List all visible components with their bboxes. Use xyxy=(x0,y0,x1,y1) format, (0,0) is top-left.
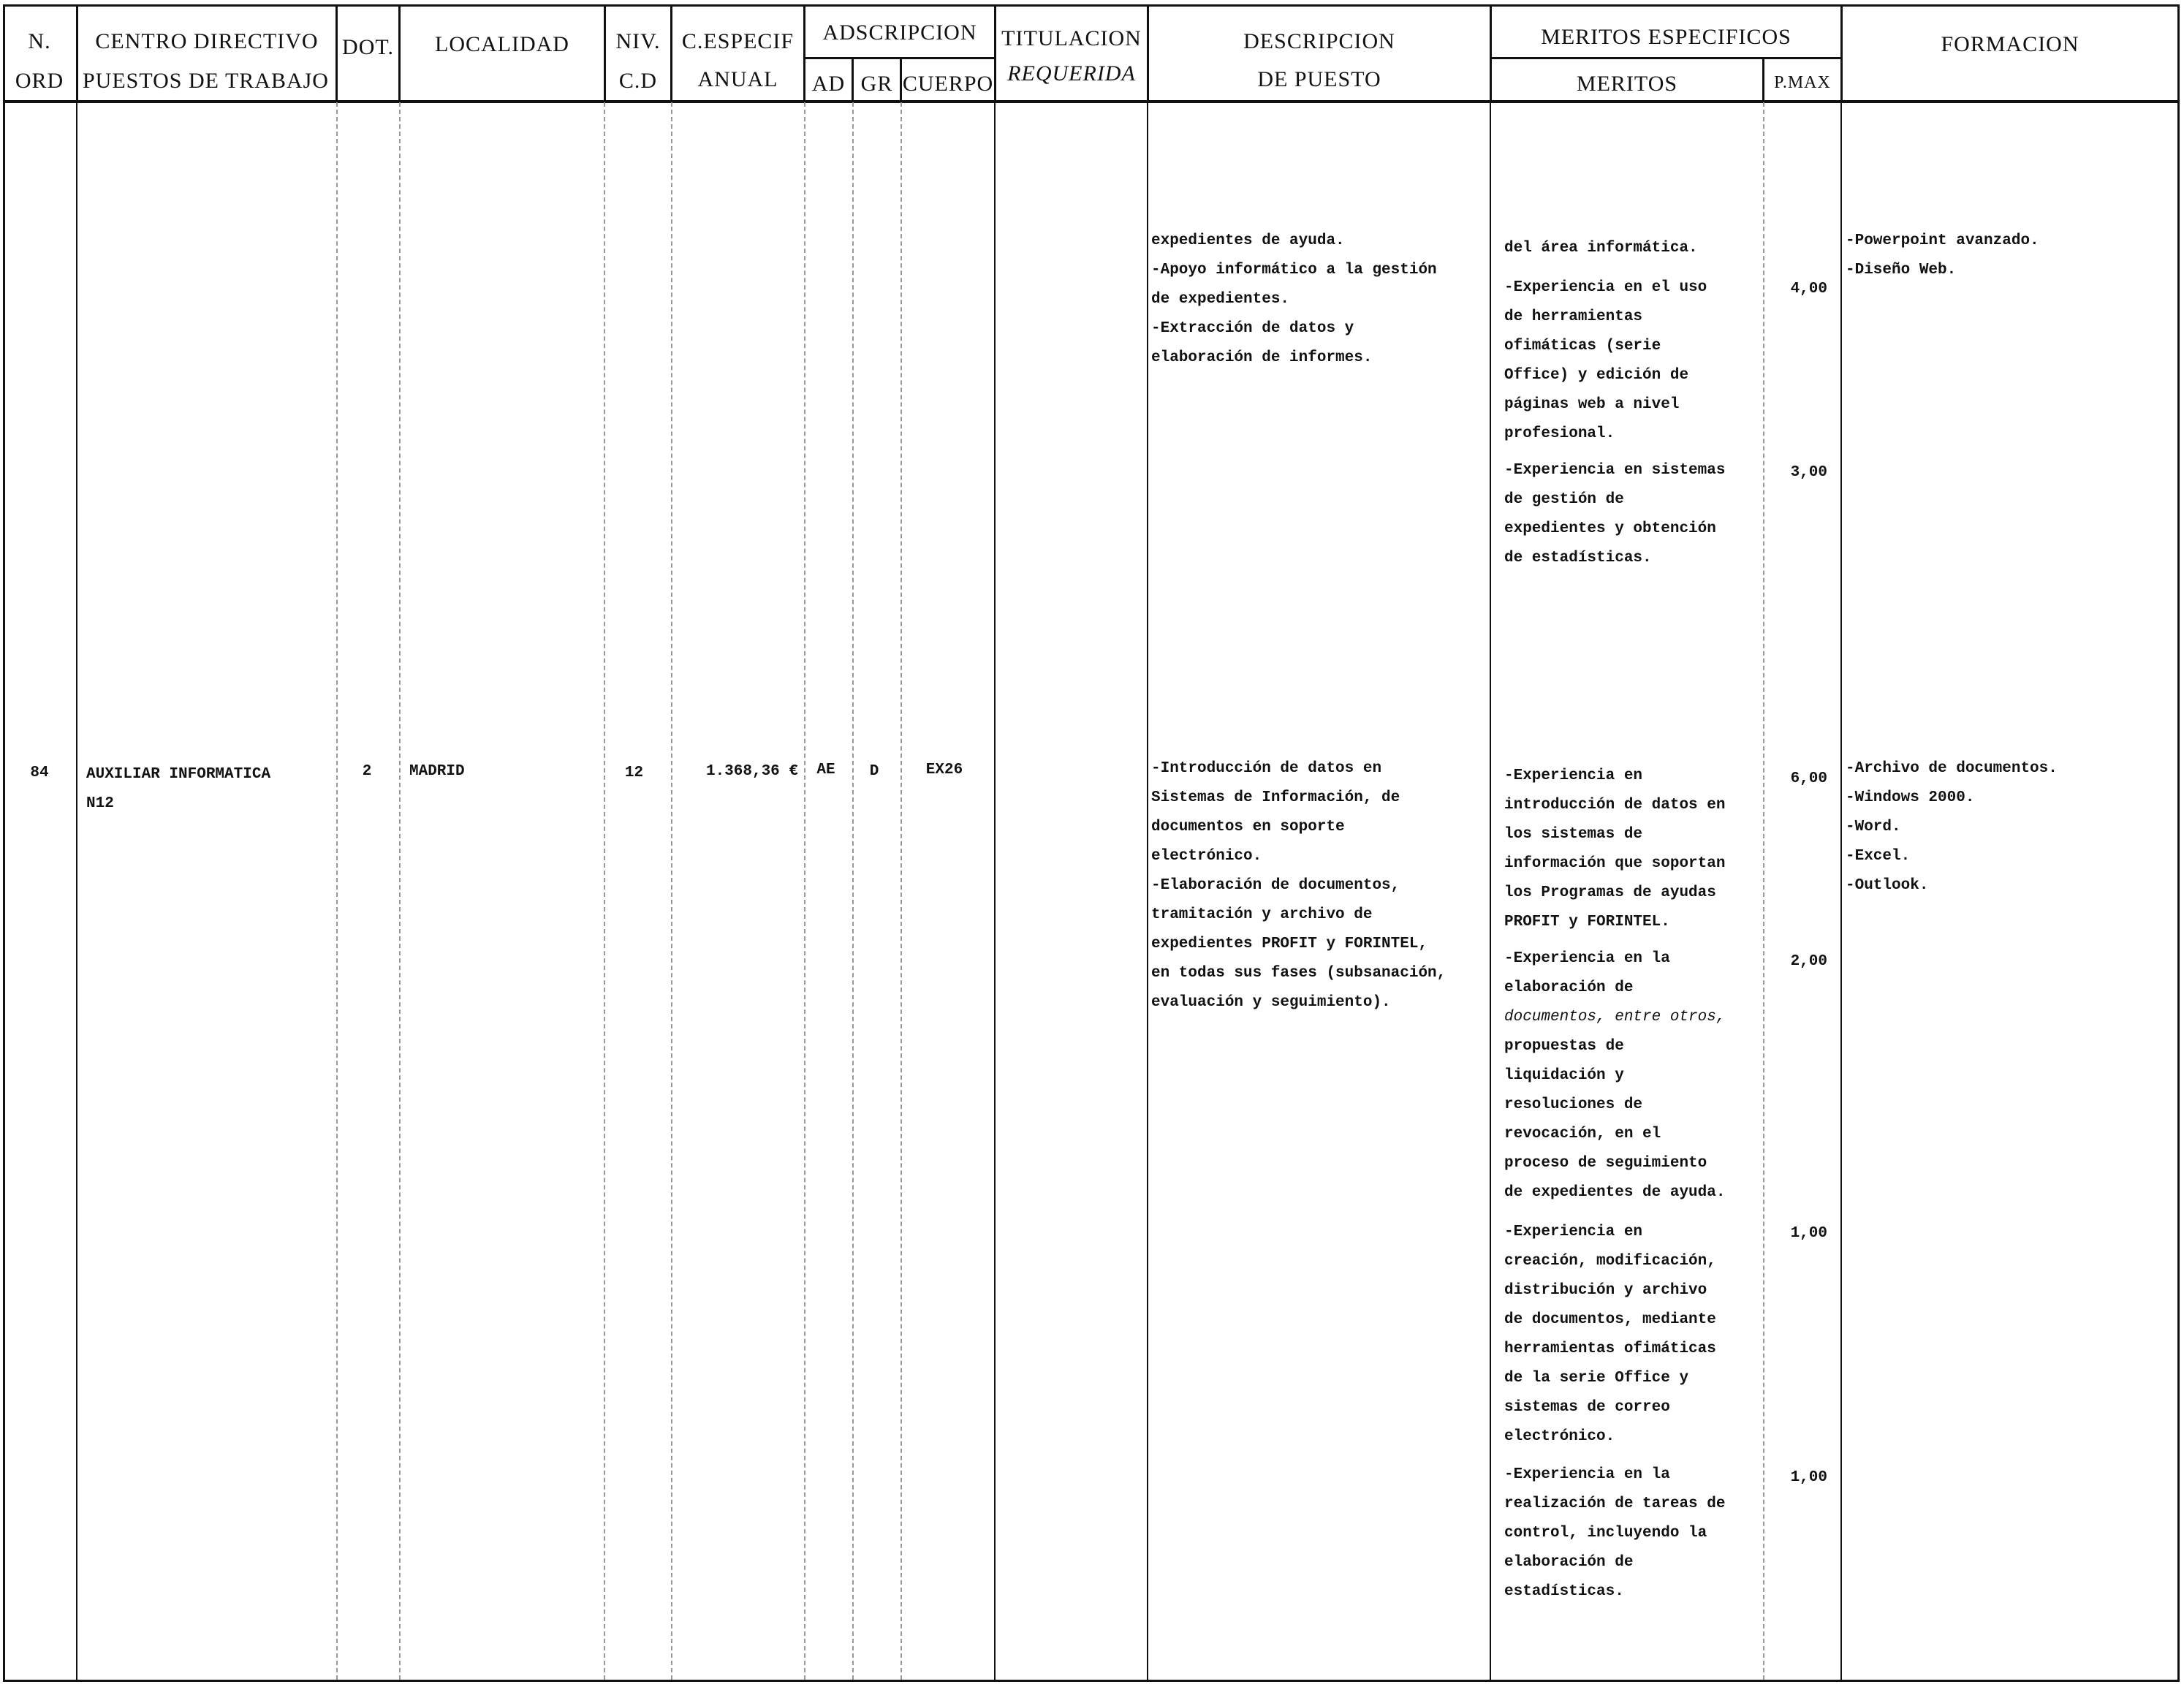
row-gr: D xyxy=(869,763,879,780)
body-sep-dot xyxy=(336,102,338,1680)
body-sep-cuerpo xyxy=(900,102,902,1680)
header-localidad: LOCALIDAD xyxy=(435,32,569,56)
header-adscripcion: ADSCRIPCION xyxy=(822,20,977,45)
row-formacion: -Archivo de documentos. -Windows 2000. -Word. -Excel. -Outlook. xyxy=(1846,760,2058,894)
body-sep-localidad xyxy=(399,102,401,1680)
body-sep-titulacion xyxy=(994,102,996,1681)
row-cuerpo: EX26 xyxy=(925,762,963,778)
row-merito-4: -Experiencia en la realización de tareas de control, incluyendo la elaboración de estadísticas. xyxy=(1504,1466,1726,1600)
continuation-formacion: -Powerpoint avanzado. -Diseño Web. xyxy=(1846,232,2039,278)
row-localidad: MADRID xyxy=(409,763,465,780)
continuation-pmax-3: 3,00 xyxy=(1790,464,1827,481)
row-merito-2-italic: documentos, entre otros, xyxy=(1504,1009,1726,1026)
continuation-pmax-2: 4,00 xyxy=(1790,281,1827,297)
continuation-merito-2: -Experiencia en el uso de herramientas ofimáticas (serie Office) y edición de páginas web a nivel profesional. xyxy=(1504,279,1707,442)
row-merito-2a: -Experiencia en la elaboración de xyxy=(1504,950,1670,996)
row-nord: 84 xyxy=(30,765,49,781)
header-descripcion-bottom: DE PUESTO xyxy=(1257,67,1381,91)
header-bottom-border xyxy=(3,100,2180,103)
row-ad: AE xyxy=(816,762,835,778)
body-sep-formacion xyxy=(1840,102,1842,1681)
row-merito-2b: propuestas de liquidación y resoluciones de revocación, en el proceso de seguimiento de expedientes de ayuda. xyxy=(1504,1038,1726,1201)
row-pmax-4: 1,00 xyxy=(1790,1469,1827,1486)
body-sep-niv xyxy=(604,102,605,1680)
col-sep xyxy=(994,4,996,102)
body-sep-cespecif xyxy=(671,102,672,1680)
continuation-descripcion: expedientes de ayuda. -Apoyo informático a la gestión de expedientes. -Extracción de datos y elaboración de informes. xyxy=(1151,232,1437,366)
header-meritos-especificos: MERITOS ESPECIFICOS xyxy=(1541,25,1791,49)
row-dot: 2 xyxy=(362,763,372,780)
body-sep-ad xyxy=(804,102,805,1680)
header-gr: GR xyxy=(860,72,893,96)
header-meritos: MERITOS xyxy=(1576,72,1678,96)
table-bottom-border xyxy=(3,1680,2180,1682)
table-right-border xyxy=(2177,4,2180,1682)
row-niv: 12 xyxy=(624,765,644,781)
header-dot: DOT. xyxy=(342,35,394,59)
header-titulacion-top: TITULACION xyxy=(1001,26,1142,50)
row-merito-1: -Experiencia en introducción de datos en los sistemas de información que soportan los Programas de ayudas PROFIT y FORINTEL. xyxy=(1504,767,1726,930)
row-pmax-3: 1,00 xyxy=(1790,1225,1827,1242)
body-sep-pmax xyxy=(1763,102,1764,1680)
header-descripcion-top: DESCRIPCION xyxy=(1243,29,1395,53)
body-sep-meritos xyxy=(1490,102,1491,1681)
header-centro-bottom: PUESTOS DE TRABAJO xyxy=(83,69,329,93)
body-sep-nord xyxy=(76,102,77,1681)
header-ad: AD xyxy=(811,72,846,96)
header-niv-top: NIV. xyxy=(615,29,661,53)
header-nord-bottom: ORD xyxy=(15,69,64,93)
header-centro-top: CENTRO DIRECTIVO xyxy=(95,29,319,53)
header-titulacion-bottom: REQUERIDA xyxy=(1007,61,1136,86)
table-top-border xyxy=(3,4,2180,7)
meritos-split xyxy=(1490,57,1843,59)
row-merito-3: -Experiencia en creación, modificación, distribución y archivo de documentos, mediante herramientas ofimáticas de la serie Office y sistemas de correo electrónico. xyxy=(1504,1224,1716,1445)
continuation-merito-3: -Experiencia en sistemas de gestión de expedientes y obtención de estadísticas. xyxy=(1504,462,1726,566)
row-pmax-2: 2,00 xyxy=(1790,953,1827,970)
body-sep-gr xyxy=(852,102,854,1680)
header-nord-top: N. xyxy=(28,29,51,53)
header-niv-bottom: C.D xyxy=(618,69,658,93)
continuation-merito-1: del área informática. xyxy=(1504,240,1698,257)
table-left-border xyxy=(3,4,5,1682)
row-puesto-line1: AUXILIAR INFORMATICA xyxy=(86,766,271,783)
body-sep-descripcion xyxy=(1147,102,1148,1681)
header-cespecif-top: C.ESPECIF xyxy=(681,29,795,53)
header-formacion: FORMACION xyxy=(1941,32,2079,56)
header-cespecif-bottom: ANUAL xyxy=(697,67,778,91)
row-pmax-1: 6,00 xyxy=(1790,770,1827,787)
row-puesto-line2: N12 xyxy=(86,795,114,812)
adscripcion-split xyxy=(803,57,996,59)
row-descripcion: -Introducción de datos en Sistemas de Información, de documentos en soporte electrónico. -Elaboración de documentos, tramitación y archivo de expedientes PROFIT y FORINTEL, en todas sus fases (subsanación, evaluación y seguimiento). xyxy=(1151,760,1446,1011)
header-pmax: P.MAX xyxy=(1774,73,1831,92)
header-cuerpo: CUERPO xyxy=(902,72,994,96)
row-cespecif: 1.368,36 € xyxy=(705,763,798,780)
